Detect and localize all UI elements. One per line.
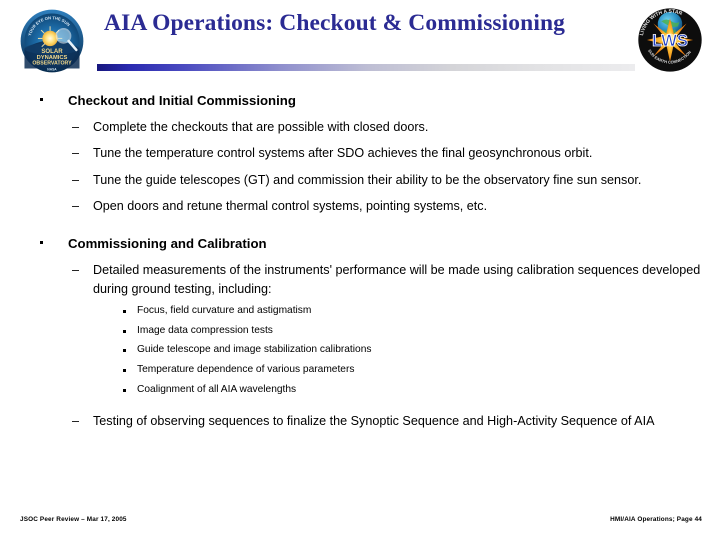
bullet-square-icon [123, 369, 126, 372]
list-item [68, 261, 720, 398]
list-item-label: Guide telescope and image stabilization calibrations [137, 344, 372, 356]
slide-header [0, 0, 720, 82]
title-underline-rule [97, 64, 635, 71]
list-item-label: Image data compression tests [137, 324, 273, 336]
list-item-label: Tune the guide telescopes (GT) and commission their ability to be the observatory fine sun sensor. [93, 172, 642, 187]
list-item [93, 304, 720, 319]
section-heading: Commissioning and Calibration [68, 236, 267, 252]
list-item [93, 343, 720, 358]
list-item-label: Testing of observing sequences to finalize the Synoptic Sequence and High-Activity Sequence of AIA [93, 413, 655, 428]
bullet-dot-icon [40, 241, 43, 244]
subsublist [93, 304, 720, 398]
list-item-label: Coalignment of all AIA wavelengths [137, 383, 297, 395]
list-item-label: Open doors and retune thermal control systems, pointing systems, etc. [93, 198, 488, 213]
sublist [68, 118, 720, 216]
list-item-label: Detailed measurements of the instruments' performance will be made using calibration sequences developed during ground testing, including: [93, 263, 701, 296]
section-heading: Checkout and Initial Commissioning [68, 93, 296, 108]
list-item-label: Temperature dependence of various parameters [137, 364, 355, 376]
footer-left-text: JSOC Peer Review – Mar 17, 2005 [20, 516, 127, 523]
sdo-logo [18, 9, 86, 73]
bullet-square-icon [123, 349, 126, 352]
outline-section [0, 235, 720, 430]
bullet-dot-icon [40, 98, 43, 101]
list-item [68, 171, 720, 190]
list-item [93, 363, 720, 378]
bullet-dash-icon: – [72, 119, 80, 134]
list-item-label: Tune the temperature control systems after SDO achieves the final geosynchronous orbit. [93, 146, 593, 161]
svg-text:SUN EARTH CONNECTION: SUN EARTH CONNECTION [647, 48, 692, 65]
bullet-dash-icon: – [72, 413, 80, 428]
slide-body [0, 92, 720, 438]
svg-text:YOUR EYE ON THE SUN: YOUR EYE ON THE SUN [26, 15, 71, 37]
slide-footer [0, 510, 720, 540]
list-item-label: Complete the checkouts that are possible with closed doors. [93, 119, 429, 134]
bullet-dash-icon: – [72, 172, 80, 187]
lws-logo [633, 4, 707, 76]
list-item [68, 118, 720, 137]
list-item [68, 144, 720, 163]
list-item [68, 412, 720, 431]
list-item-label: Focus, field curvature and astigmatism [137, 304, 312, 316]
page-title: AIA Operations: Checkout & Commissioning [104, 10, 565, 36]
title-block [104, 8, 624, 68]
svg-text:DYNAMICS: DYNAMICS [36, 54, 68, 61]
list-item [68, 197, 720, 216]
bullet-square-icon [123, 310, 126, 313]
svg-text:LWS: LWS [652, 30, 688, 50]
svg-text:LIVING WITH A STAR: LIVING WITH A STAR [639, 8, 684, 37]
sublist [68, 261, 720, 431]
bullet-dash-icon: – [72, 146, 80, 161]
bullet-square-icon [123, 330, 126, 333]
footer-right-text: HMI/AIA Operations; Page 44 [610, 516, 702, 523]
bullet-dash-icon: – [72, 198, 80, 213]
bullet-square-icon [123, 389, 126, 392]
svg-text:NASA: NASA [47, 67, 57, 72]
list-item [93, 324, 720, 339]
outline-list [0, 92, 720, 431]
list-item [93, 383, 720, 398]
bullet-dash-icon: – [72, 263, 80, 278]
outline-section [0, 92, 720, 216]
svg-text:SOLAR: SOLAR [41, 48, 63, 56]
svg-text:OBSERVATORY: OBSERVATORY [32, 60, 72, 67]
section-spacer [0, 223, 720, 235]
